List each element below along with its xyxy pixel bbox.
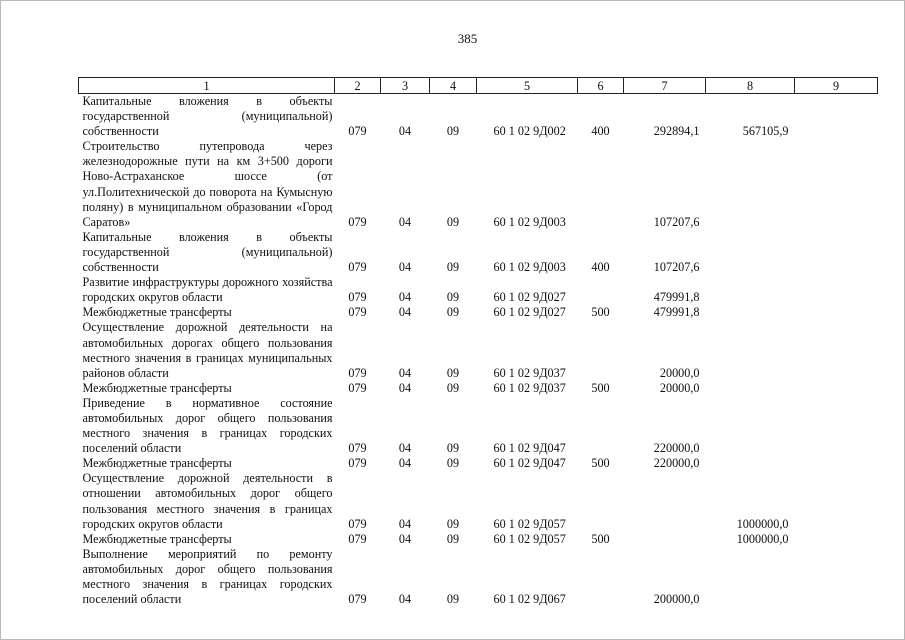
subsection-code: 09 (446, 441, 460, 456)
amount-col9 (795, 230, 878, 275)
table-header-row (79, 78, 878, 94)
section-code: 04 (398, 365, 412, 380)
row-name: Осуществление дорожной деятельности в отношении автомобильных дорог общего пользования местного значения в границах городских округов области (82, 471, 333, 531)
column-header-2: 2 (335, 78, 381, 94)
table-row (79, 320, 878, 380)
table-row (79, 532, 878, 547)
amount-col8 (706, 547, 795, 607)
amount-col8: 1000000,0 (736, 531, 789, 546)
row-name: Межбюджетные трансферты (82, 531, 232, 546)
expense-type-code: 500 (591, 531, 610, 546)
subsection-code: 09 (446, 456, 460, 471)
target-item-code: 60 1 02 9Д047 (493, 441, 566, 456)
amount-col8: 1000000,0 (736, 516, 789, 531)
amount-col7: 292894,1 (653, 124, 700, 139)
amount-col7: 220000,0 (653, 456, 700, 471)
expense-type-code: 400 (591, 124, 610, 139)
row-name: Капитальные вложения в объекты государственной (муниципальной) собственности (82, 94, 333, 139)
amount-col7: 479991,8 (653, 305, 700, 320)
amount-col7: 107207,6 (653, 260, 700, 275)
section-code: 04 (398, 441, 412, 456)
subsection-code: 09 (446, 214, 460, 229)
target-item-code: 60 1 02 9Д047 (493, 456, 566, 471)
row-name: Осуществление дорожной деятельности на автомобильных дорогах общего пользования местного значения в границах муниципальных районов области (82, 320, 333, 380)
ministry-code: 079 (348, 214, 367, 229)
subsection-code: 09 (446, 290, 460, 305)
amount-col7: 479991,8 (653, 290, 700, 305)
column-header-8: 8 (706, 78, 795, 94)
ministry-code: 079 (348, 441, 367, 456)
subsection-code: 09 (446, 305, 460, 320)
subsection-code: 09 (446, 592, 460, 607)
row-name: Межбюджетные трансферты (82, 456, 232, 471)
column-header-4: 4 (430, 78, 477, 94)
target-item-code: 60 1 02 9Д067 (493, 592, 566, 607)
target-item-code: 60 1 02 9Д027 (493, 305, 566, 320)
section-code: 04 (398, 456, 412, 471)
amount-col7: 220000,0 (653, 441, 700, 456)
amount-col8 (706, 305, 795, 320)
table-row (79, 275, 878, 305)
target-item-code: 60 1 02 9Д037 (493, 365, 566, 380)
table-row (79, 230, 878, 275)
ministry-code: 079 (348, 124, 367, 139)
expense-type-code (578, 275, 624, 305)
column-header-9: 9 (795, 78, 878, 94)
column-header-7: 7 (624, 78, 706, 94)
ministry-code: 079 (348, 531, 367, 546)
table-row (79, 547, 878, 607)
target-item-code: 60 1 02 9Д027 (493, 290, 566, 305)
section-code: 04 (398, 516, 412, 531)
row-name: Капитальные вложения в объекты государственной (муниципальной) собственности (82, 229, 333, 275)
target-item-code: 60 1 02 9Д003 (493, 214, 566, 229)
section-code: 04 (398, 592, 412, 607)
row-name: Выполнение мероприятий по ремонту автомобильных дорог общего пользования местного значения в границах городских поселений области (82, 546, 333, 607)
amount-col7: 20000,0 (659, 380, 700, 395)
amount-col9 (795, 139, 878, 230)
amount-col9 (795, 305, 878, 320)
expense-type-code (578, 320, 624, 380)
ministry-code: 079 (348, 365, 367, 380)
section-code: 04 (398, 305, 412, 320)
subsection-code: 09 (446, 365, 460, 380)
row-name: Развитие инфраструктуры дорожного хозяйства городских округов области (82, 275, 333, 305)
subsection-code: 09 (446, 124, 460, 139)
amount-col7: 200000,0 (653, 592, 700, 607)
expense-type-code (578, 139, 624, 230)
amount-col8 (706, 456, 795, 471)
section-code: 04 (398, 380, 412, 395)
ministry-code: 079 (348, 592, 367, 607)
subsection-code: 09 (446, 260, 460, 275)
section-code: 04 (398, 124, 412, 139)
amount-col7 (624, 532, 706, 547)
table-row (79, 396, 878, 456)
amount-col8 (706, 275, 795, 305)
section-code: 04 (398, 260, 412, 275)
column-header-5: 5 (477, 78, 578, 94)
target-item-code: 60 1 02 9Д057 (493, 531, 566, 546)
expense-type-code (578, 396, 624, 456)
page-number: 385 (457, 31, 478, 46)
ministry-code: 079 (348, 290, 367, 305)
amount-col9 (795, 94, 878, 140)
table-row (79, 305, 878, 320)
expense-type-code: 400 (591, 260, 610, 275)
table-row (79, 381, 878, 396)
ministry-code: 079 (348, 516, 367, 531)
column-header-1: 1 (79, 78, 335, 94)
amount-col9 (795, 320, 878, 380)
budget-table (78, 77, 878, 607)
amount-col9 (795, 547, 878, 607)
amount-col9 (795, 471, 878, 531)
subsection-code: 09 (446, 516, 460, 531)
amount-col9 (795, 275, 878, 305)
table-row (79, 471, 878, 531)
expense-type-code: 500 (591, 305, 610, 320)
table-body (79, 94, 878, 608)
amount-col9 (795, 381, 878, 396)
amount-col9 (795, 456, 878, 471)
ministry-code: 079 (348, 260, 367, 275)
subsection-code: 09 (446, 380, 460, 395)
amount-col7: 107207,6 (653, 214, 700, 229)
column-header-6: 6 (578, 78, 624, 94)
ministry-code: 079 (348, 305, 367, 320)
expense-type-code: 500 (591, 456, 610, 471)
subsection-code: 09 (446, 531, 460, 546)
amount-col8 (706, 320, 795, 380)
row-name: Строительство путепровода через железнодорожные пути на км 3+500 дороги Ново-Астраханское шоссе (от ул.Политехнической до поворота на Кумысную поляну) в муниципальном образовании «Город Саратов» (82, 139, 333, 229)
amount-col8 (706, 396, 795, 456)
target-item-code: 60 1 02 9Д002 (493, 124, 566, 139)
column-header-3: 3 (381, 78, 430, 94)
section-code: 04 (398, 531, 412, 546)
amount-col8 (706, 230, 795, 275)
ministry-code: 079 (348, 456, 367, 471)
section-code: 04 (398, 214, 412, 229)
row-name: Приведение в нормативное состояние автомобильных дорог общего пользования местного значения в границах городских поселений области (82, 395, 333, 456)
section-code: 04 (398, 290, 412, 305)
target-item-code: 60 1 02 9Д057 (493, 516, 566, 531)
expense-type-code (578, 547, 624, 607)
amount-col9 (795, 396, 878, 456)
row-name: Межбюджетные трансферты (82, 305, 232, 320)
amount-col8 (706, 381, 795, 396)
table-row (79, 456, 878, 471)
ministry-code: 079 (348, 380, 367, 395)
amount-col8 (706, 139, 795, 230)
amount-col7: 20000,0 (659, 365, 700, 380)
target-item-code: 60 1 02 9Д037 (493, 380, 566, 395)
amount-col8: 567105,9 (742, 124, 789, 139)
amount-col9 (795, 532, 878, 547)
amount-col7 (624, 471, 706, 531)
table-row (79, 94, 878, 140)
target-item-code: 60 1 02 9Д003 (493, 260, 566, 275)
expense-type-code (578, 471, 624, 531)
table-row (79, 139, 878, 230)
row-name: Межбюджетные трансферты (82, 380, 232, 395)
expense-type-code: 500 (591, 380, 610, 395)
